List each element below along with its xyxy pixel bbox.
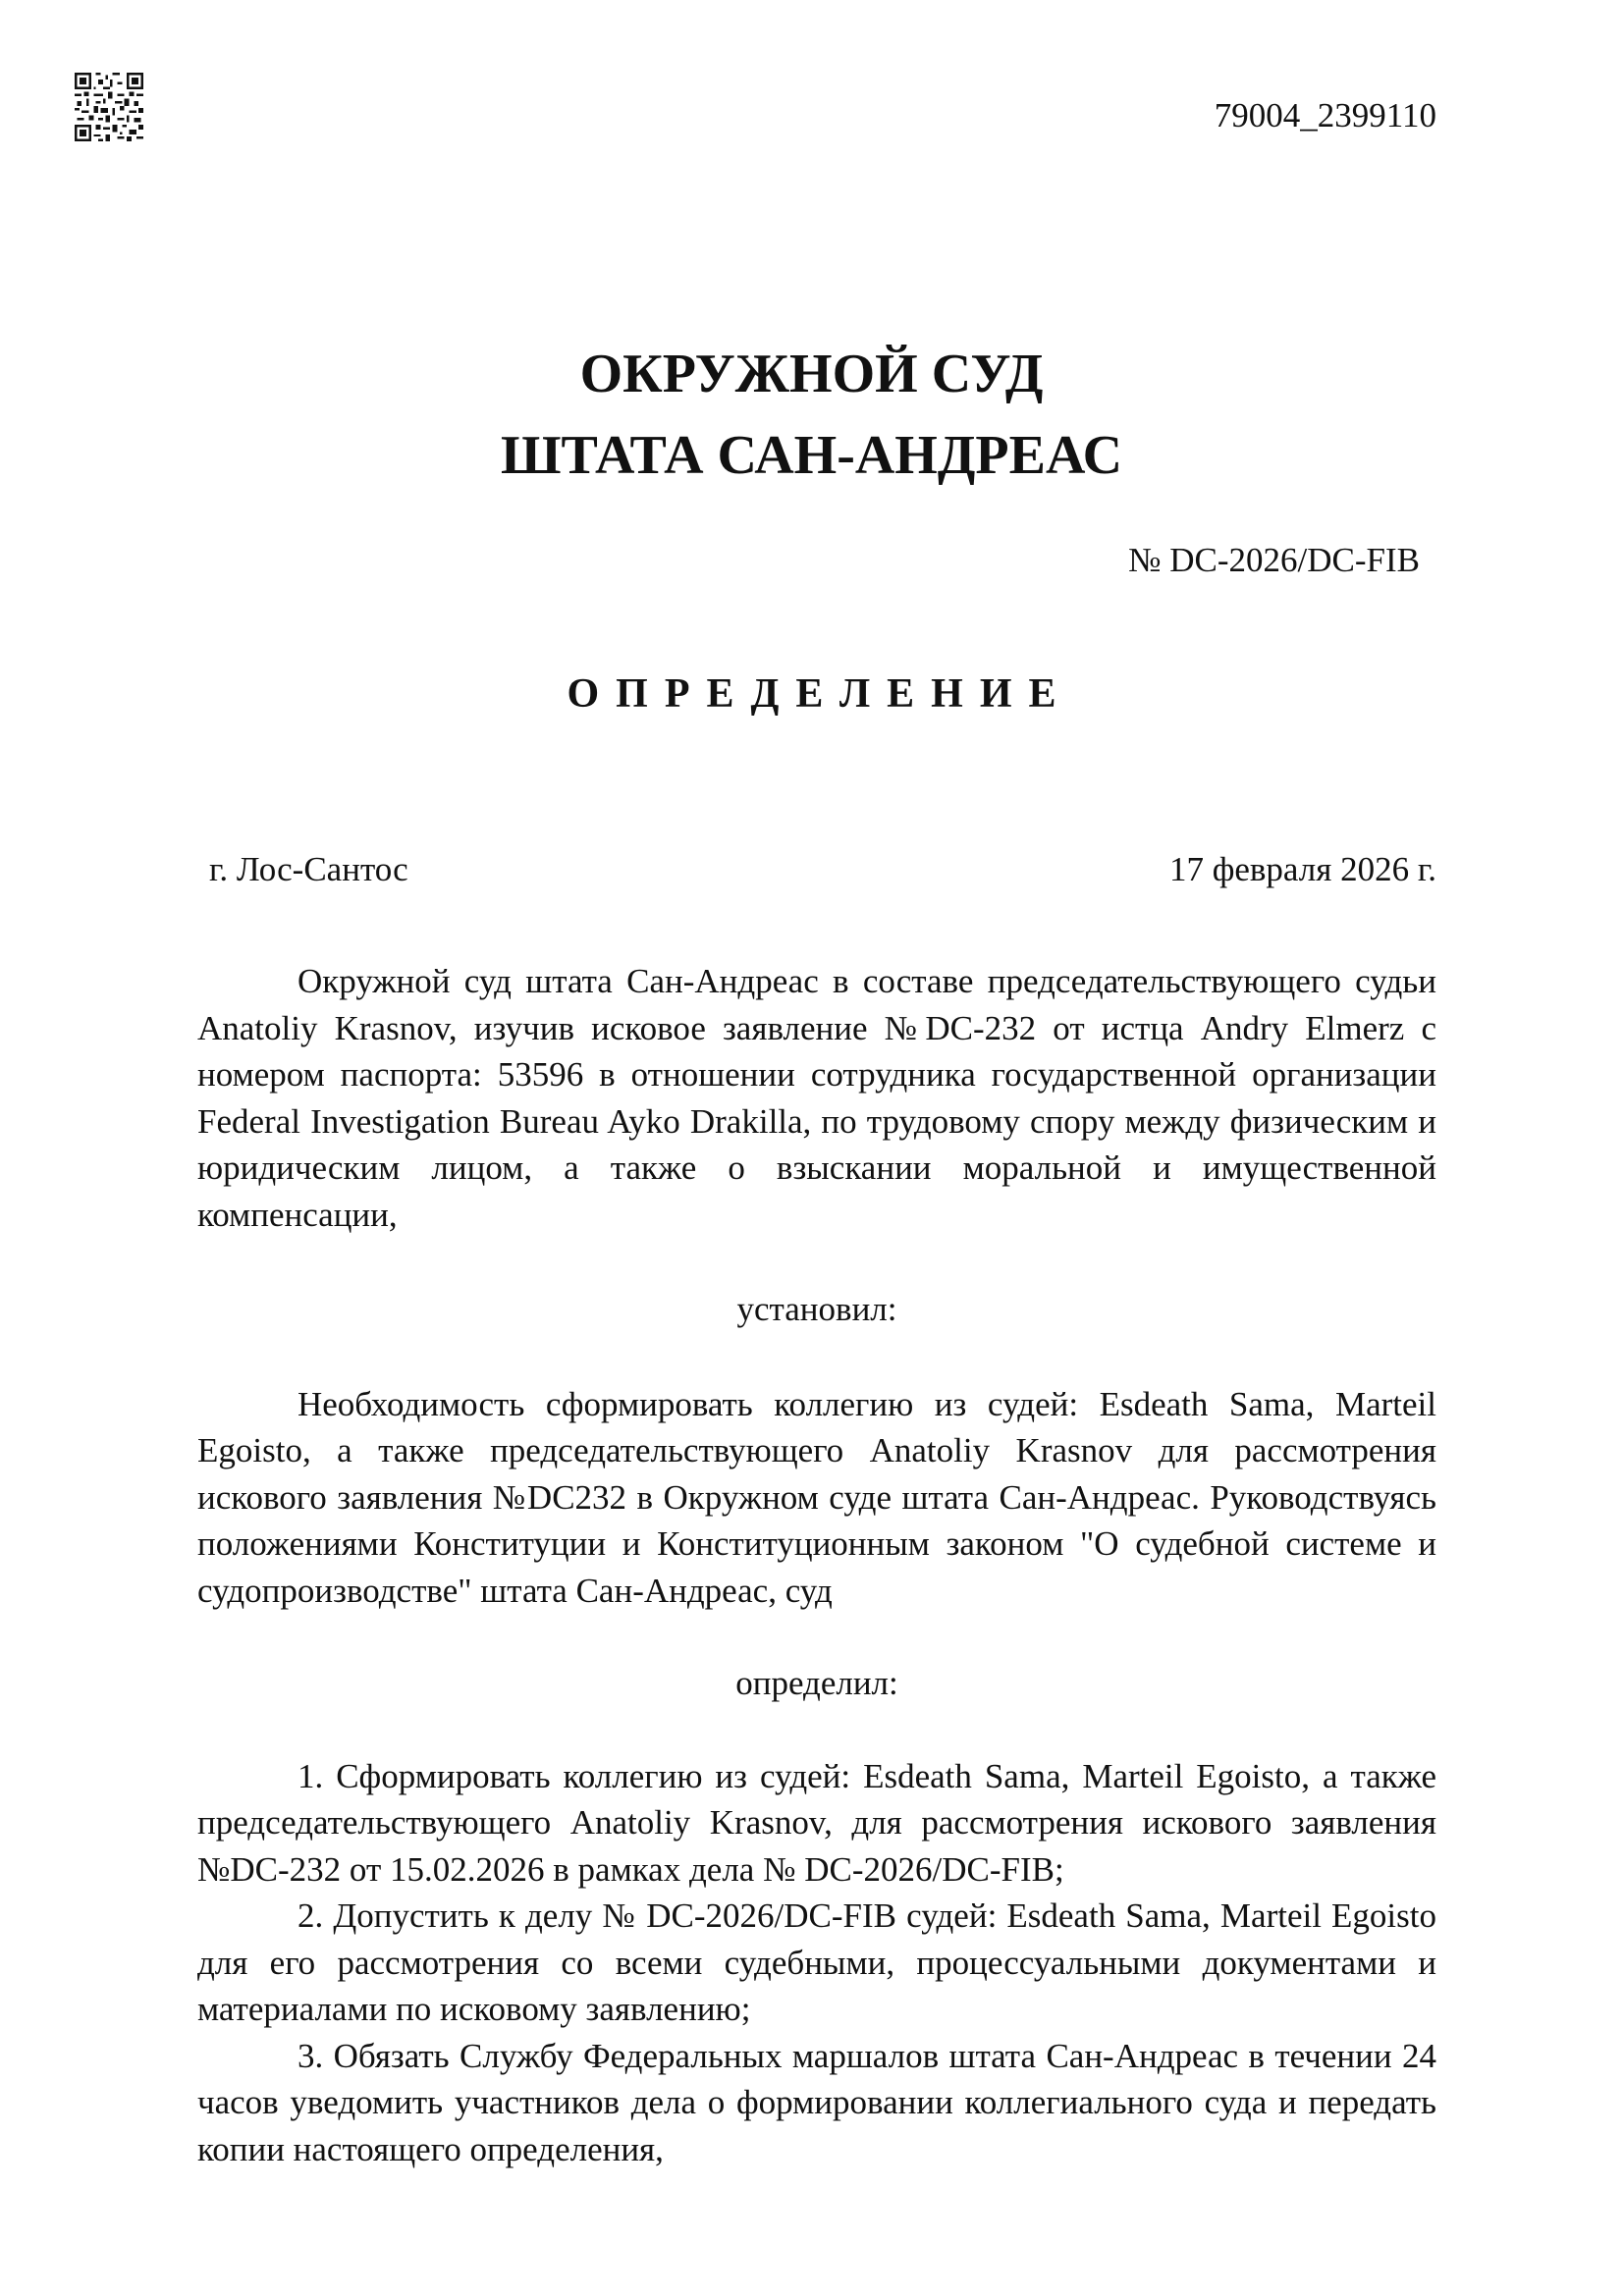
court-title [0,334,1623,497]
list-item: 2. Допустить к делу № DC-2026/DC-FIB судей: Esdeath Sama, Marteil Egoisto для его рассмотрения со всеми судебными, процессуальными документами и материалами по исковому заявлению; [197,1896,1436,2028]
list-item: 3. Обязать Службу Федеральных маршалов штата Сан-Андреас в течении 24 часов уведомить участников дела о формировании коллегиального суда и передать копии настоящего определения, [197,2036,1436,2168]
document-id: 79004_2399110 [1214,96,1436,134]
established-paragraph: Необходимость сформировать коллегию из судей: Esdeath Sama, Marteil Egoisto, а также председательствующего Anatoliy Krasnov для рассмотрения искового заявления №DC232 в Окружном суде штата Сан-Андреас. Руководствуясь положениями Конституции и Конституционным законом "О судебной системе и судопроизводстве" штата Сан-Андреас, суд [197,1384,1436,1610]
court-title-line-2: ШТАТА САН-АНДРЕАС [500,425,1123,486]
place: г. Лос-Сантос [209,850,408,888]
document-type-heading: ОПРЕДЕЛЕНИЕ [567,671,1073,717]
heading-determined: определил: [735,1664,898,1702]
date: 17 февраля 2026 г. [1168,850,1436,888]
document-body [197,958,1436,2172]
qr-code-icon [75,73,143,141]
court-title-line-1: ОКРУЖНОЙ СУД [579,344,1044,404]
heading-established: установил: [736,1290,897,1328]
case-number: № DC-2026/DC-FIB [1128,541,1420,579]
intro-paragraph: Окружной суд штата Сан-Андреас в составе председательствующего судьи Anatoliy Krasnov, изучив исковое заявление №DC-232 от истца Andry Elmerz с номером паспорта: 53596 в отношении сотрудника государственной организации Federal Investigation Bureau Ayko Drakilla, по трудовому спору между физическим и юридическим лицом, а также о взыскании моральной и имущественной компенсации, [197,962,1436,1234]
list-item: 1. Сформировать коллегию из судей: Esdeath Sama, Marteil Egoisto, а также председательствующего Anatoliy Krasnov, для рассмотрения искового заявления №DC-232 от 15.02.2026 в рамках дела № DC-2026/DC-FIB; [197,1756,1436,1889]
